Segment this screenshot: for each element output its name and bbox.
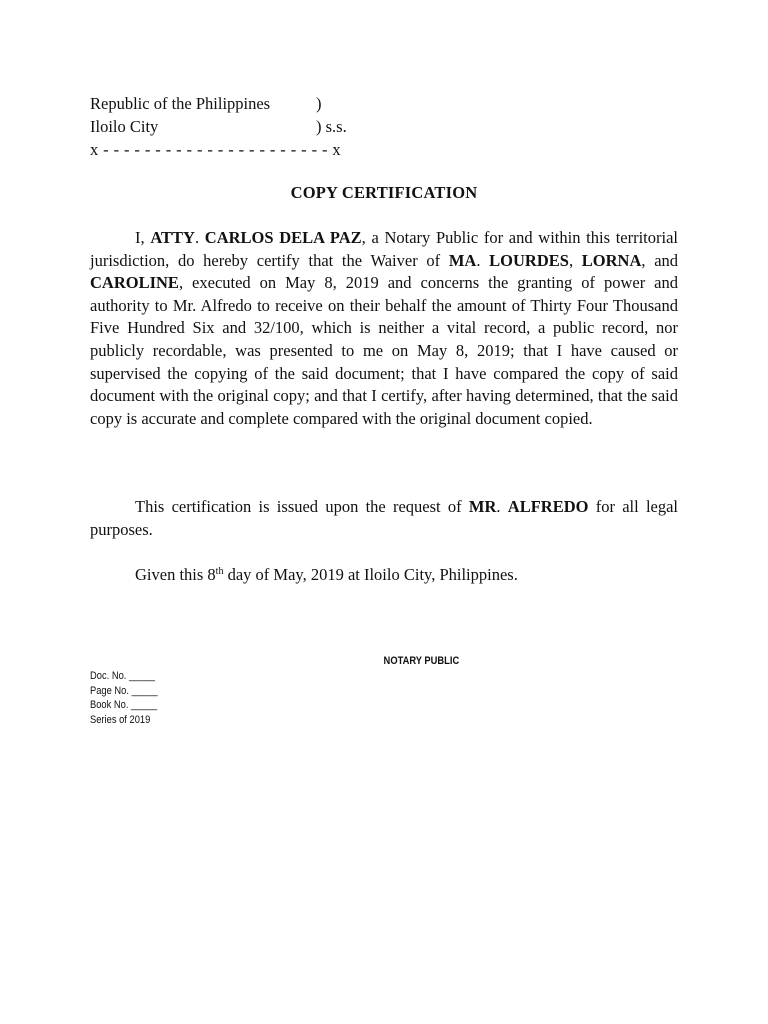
p3-ordinal-suffix: th [215, 566, 224, 577]
p1-text-2: . [194, 228, 205, 247]
p2-text-3: for all legal purposes. [90, 497, 679, 539]
p1-text-6: , and [641, 250, 679, 270]
p1-text-1: I, [135, 228, 151, 247]
p2-bold-mr: MR [468, 497, 497, 516]
venue-country-paren: ) [316, 94, 322, 113]
notary-signature-block [65, 655, 718, 667]
page-number: Page No. _____ [90, 684, 158, 697]
venue-block [90, 92, 347, 161]
party-lorna: LORNA [581, 250, 642, 270]
venue-city: Iloilo City [90, 117, 159, 136]
venue-city-row [90, 115, 347, 138]
p1-bold-ma: MA [448, 250, 477, 270]
party-caroline: CAROLINE [90, 273, 179, 293]
request-paragraph [90, 496, 678, 541]
p1-text-5: , [568, 250, 582, 270]
certification-paragraph [90, 227, 678, 430]
book-number: Book No. _____ [90, 699, 158, 711]
notary-name: CARLOS DELA PAZ [204, 228, 362, 247]
series-year: Series of 2019 [90, 713, 151, 726]
p2-text-2: . [496, 497, 508, 516]
p1-text-3: , a Notary Public for and within this territorial jurisdiction, do hereby certify that the Waiver of [90, 228, 679, 270]
notary-public-label: NOTARY PUBLIC [383, 655, 460, 667]
p3-text-1: Given this 8 [135, 565, 216, 584]
venue-city-paren: ) s.s. [316, 117, 347, 136]
p1-text-4: . [476, 250, 490, 270]
p3-text-2: day of May, 2019 at Iloilo City, Philippines. [223, 565, 518, 584]
p1-bold-title: ATTY [150, 228, 195, 247]
p1-text-7: , executed on May 8, 2019 and concerns the granting of power and authority to Mr. Alfredo to receive on their behalf the amount of Thirty Four Thousand Five Hundred Six and 32/100, which is neither a vital record, a public record, nor publicly recordable, was presented to me on May 8, 2019; that I have caused or supervised the copying of the said document; that I have compared the copy of said document with the original copy; and that I certify, after having determined, that the said copy is accurate and complete compared with the original document copied. [90, 273, 678, 428]
party-lourdes: LOURDES [489, 250, 569, 270]
p2-text-1: This certification is issued upon the request of [135, 497, 469, 516]
document-title: COPY CERTIFICATION [290, 183, 478, 202]
doc-number: Doc. No. _____ [90, 670, 155, 682]
venue-separator: x - - - - - - - - - - - - - - - - - - - - - - x [90, 140, 342, 159]
venue-country-row [90, 92, 341, 115]
document-reference-block [90, 669, 158, 727]
requester-name: ALFREDO [507, 497, 589, 516]
venue-country: Republic of the Philippines [90, 94, 271, 113]
given-paragraph [90, 564, 678, 587]
